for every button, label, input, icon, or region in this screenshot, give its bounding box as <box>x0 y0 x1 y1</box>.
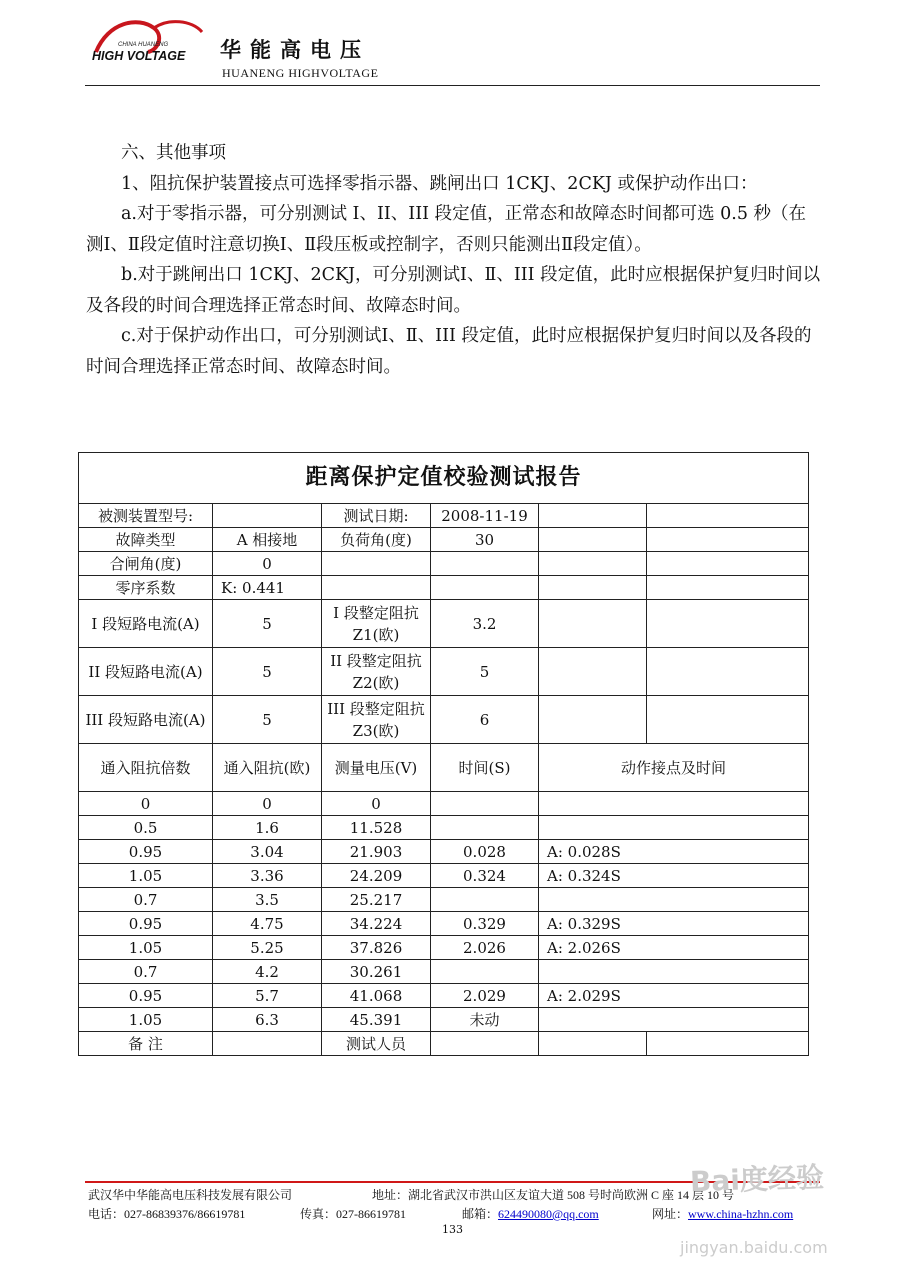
zone1-current-label: I 段短路电流(A) <box>79 600 213 648</box>
cell-time: 0.028 <box>431 840 539 864</box>
paragraph-1: 1、阻抗保护装置接点可选择零指示器、跳闸出口 1CKJ、2CKJ 或保护动作出口： <box>121 173 758 194</box>
cell-multiple: 0.7 <box>79 960 213 984</box>
logo-main-text: HIGH VOLTAGE <box>92 49 186 63</box>
cell-multiple: 1.05 <box>79 936 213 960</box>
fault-type-value: A 相接地 <box>213 528 322 552</box>
table-row <box>79 864 809 888</box>
cell-voltage: 21.903 <box>322 840 431 864</box>
cell-impedance: 1.6 <box>213 816 322 840</box>
paragraph-a: a.对于零指示器，可分别测试 I、II、III 段定值，正常态和故障态时间都可选 0.5 秒（在测Ⅰ、Ⅱ段定值时注意切换Ⅰ、Ⅱ段压板或控制字，否则只能测出Ⅱ段定值）。 <box>86 204 807 255</box>
zone3-impedance-value: 6 <box>431 696 539 744</box>
report-title: 距离保护定值校验测试报告 <box>79 453 809 504</box>
closing-angle-label: 合闸角(度) <box>79 552 213 576</box>
cell-action: A: 2.029S <box>539 984 809 1008</box>
cell-voltage: 30.261 <box>322 960 431 984</box>
table-row <box>79 912 809 936</box>
cell-impedance: 4.75 <box>213 912 322 936</box>
cell-time <box>431 792 539 816</box>
footer-email <box>462 1205 599 1222</box>
paragraph-b: b.对于跳闸出口 1CKJ、2CKJ，可分别测试Ⅰ、Ⅱ、III 段定值，此时应根据保护复归时间以及各段的时间合理选择正常态时间、故障态时间。 <box>86 265 821 316</box>
page-number: 133 <box>442 1223 463 1236</box>
cell-time: 0.324 <box>431 864 539 888</box>
cell-voltage: 34.224 <box>322 912 431 936</box>
table-row <box>79 984 809 1008</box>
zone1-impedance-value: 3.2 <box>431 600 539 648</box>
cell-time <box>431 888 539 912</box>
tester-value <box>431 1032 539 1056</box>
zone3-current-value: 5 <box>213 696 322 744</box>
footer-email-link[interactable]: 624490080@qq.com <box>498 1207 599 1221</box>
brand-name-en: HUANENG HIGHVOLTAGE <box>222 66 379 80</box>
baidu-watermark: Bai度经验 <box>689 1160 825 1199</box>
header-divider <box>85 85 820 86</box>
col-header-voltage: 测量电压(V) <box>322 744 431 792</box>
zone2-impedance-value: 5 <box>431 648 539 696</box>
cell-impedance: 5.25 <box>213 936 322 960</box>
cell-time: 2.029 <box>431 984 539 1008</box>
zero-seq-value: K: 0.441 <box>213 576 322 600</box>
footer-website <box>652 1205 793 1222</box>
footer-phone: 电话：027-86839376/86619781 <box>88 1207 246 1221</box>
section-heading: 六、其他事项 <box>121 143 226 163</box>
cell-multiple: 1.05 <box>79 1008 213 1032</box>
cell-impedance: 5.7 <box>213 984 322 1008</box>
fault-type-label: 故障类型 <box>79 528 213 552</box>
footer-web-link[interactable]: www.china-hzhn.com <box>688 1207 794 1221</box>
zone1-current-value: 5 <box>213 600 322 648</box>
col-header-impedance: 通入阻抗(欧) <box>213 744 322 792</box>
table-row <box>79 792 809 816</box>
cell-voltage: 25.217 <box>322 888 431 912</box>
brand-name-cn: 华能高电压 <box>220 38 370 62</box>
cell-voltage: 0 <box>322 792 431 816</box>
cell-impedance: 3.5 <box>213 888 322 912</box>
cell-multiple: 0.95 <box>79 984 213 1008</box>
cell-multiple: 0.95 <box>79 840 213 864</box>
zone1-impedance-label: I 段整定阻抗 Z1(欧) <box>322 600 431 648</box>
company-logo <box>88 14 208 78</box>
footer-email-label: 邮箱： <box>462 1207 499 1221</box>
device-model-value <box>213 504 322 528</box>
table-row <box>79 936 809 960</box>
test-date-label: 测试日期: <box>322 504 431 528</box>
cell-time: 2.026 <box>431 936 539 960</box>
cell-multiple: 0 <box>79 792 213 816</box>
footer-address: 地址：湖北省武汉市洪山区友谊大道 508 号时尚欧洲 C 座 14 层 10 号 <box>372 1188 735 1202</box>
col-header-time: 时间(S) <box>431 744 539 792</box>
tester-label: 测试人员 <box>322 1032 431 1056</box>
cell-impedance: 0 <box>213 792 322 816</box>
cell-voltage: 11.528 <box>322 816 431 840</box>
cell-action: A: 2.026S <box>539 936 809 960</box>
footer-company: 武汉华中华能高电压科技发展有限公司 <box>88 1188 293 1202</box>
zone3-impedance-label: III 段整定阻抗 Z3(欧) <box>322 696 431 744</box>
cell-action <box>539 792 809 816</box>
cell-voltage: 37.826 <box>322 936 431 960</box>
footer-web-label: 网址： <box>652 1207 689 1221</box>
cell-multiple: 1.05 <box>79 864 213 888</box>
cell-multiple: 0.7 <box>79 888 213 912</box>
logo-small-text: CHINA HUANENG <box>118 42 169 48</box>
cell-action <box>539 888 809 912</box>
closing-angle-value: 0 <box>213 552 322 576</box>
cell-impedance: 3.04 <box>213 840 322 864</box>
cell-action: A: 0.324S <box>539 864 809 888</box>
load-angle-value: 30 <box>431 528 539 552</box>
cell-time <box>431 960 539 984</box>
cell-time <box>431 816 539 840</box>
col-header-action: 动作接点及时间 <box>539 744 809 792</box>
data-rows <box>79 792 809 1032</box>
cell-action <box>539 816 809 840</box>
cell-action <box>539 1008 809 1032</box>
device-model-label: 被测装置型号: <box>79 504 213 528</box>
cell-action: A: 0.028S <box>539 840 809 864</box>
cell-voltage: 45.391 <box>322 1008 431 1032</box>
col-header-multiple: 通入阻抗倍数 <box>79 744 213 792</box>
paragraph-c: c.对于保护动作出口，可分别测试Ⅰ、Ⅱ、III 段定值，此时应根据保护复归时间以及各段的时间合理选择正常态时间、故障态时间。 <box>86 326 812 377</box>
cell-multiple: 0.95 <box>79 912 213 936</box>
cell-voltage: 41.068 <box>322 984 431 1008</box>
test-date-value: 2008-11-19 <box>431 504 539 528</box>
zone2-impedance-label: II 段整定阻抗 Z2(欧) <box>322 648 431 696</box>
cell-multiple: 0.5 <box>79 816 213 840</box>
table-row <box>79 960 809 984</box>
cell-impedance: 6.3 <box>213 1008 322 1032</box>
remarks-value <box>213 1032 322 1056</box>
cell-action: A: 0.329S <box>539 912 809 936</box>
cell-time: 0.329 <box>431 912 539 936</box>
zone3-current-label: III 段短路电流(A) <box>79 696 213 744</box>
table-row <box>79 816 809 840</box>
body-text <box>86 138 822 382</box>
footer-fax: 传真：027-86619781 <box>300 1207 406 1221</box>
table-row <box>79 840 809 864</box>
remarks-label: 备 注 <box>79 1032 213 1056</box>
zone2-current-value: 5 <box>213 648 322 696</box>
cell-time: 未动 <box>431 1008 539 1032</box>
baidu-watermark-url: jingyan.baidu.com <box>680 1238 828 1257</box>
cell-action <box>539 960 809 984</box>
cell-impedance: 3.36 <box>213 864 322 888</box>
zone2-current-label: II 段短路电流(A) <box>79 648 213 696</box>
table-row <box>79 888 809 912</box>
cell-voltage: 24.209 <box>322 864 431 888</box>
test-report-table <box>78 452 809 1056</box>
table-row <box>79 1008 809 1032</box>
load-angle-label: 负荷角(度) <box>322 528 431 552</box>
zero-seq-label: 零序系数 <box>79 576 213 600</box>
cell-impedance: 4.2 <box>213 960 322 984</box>
